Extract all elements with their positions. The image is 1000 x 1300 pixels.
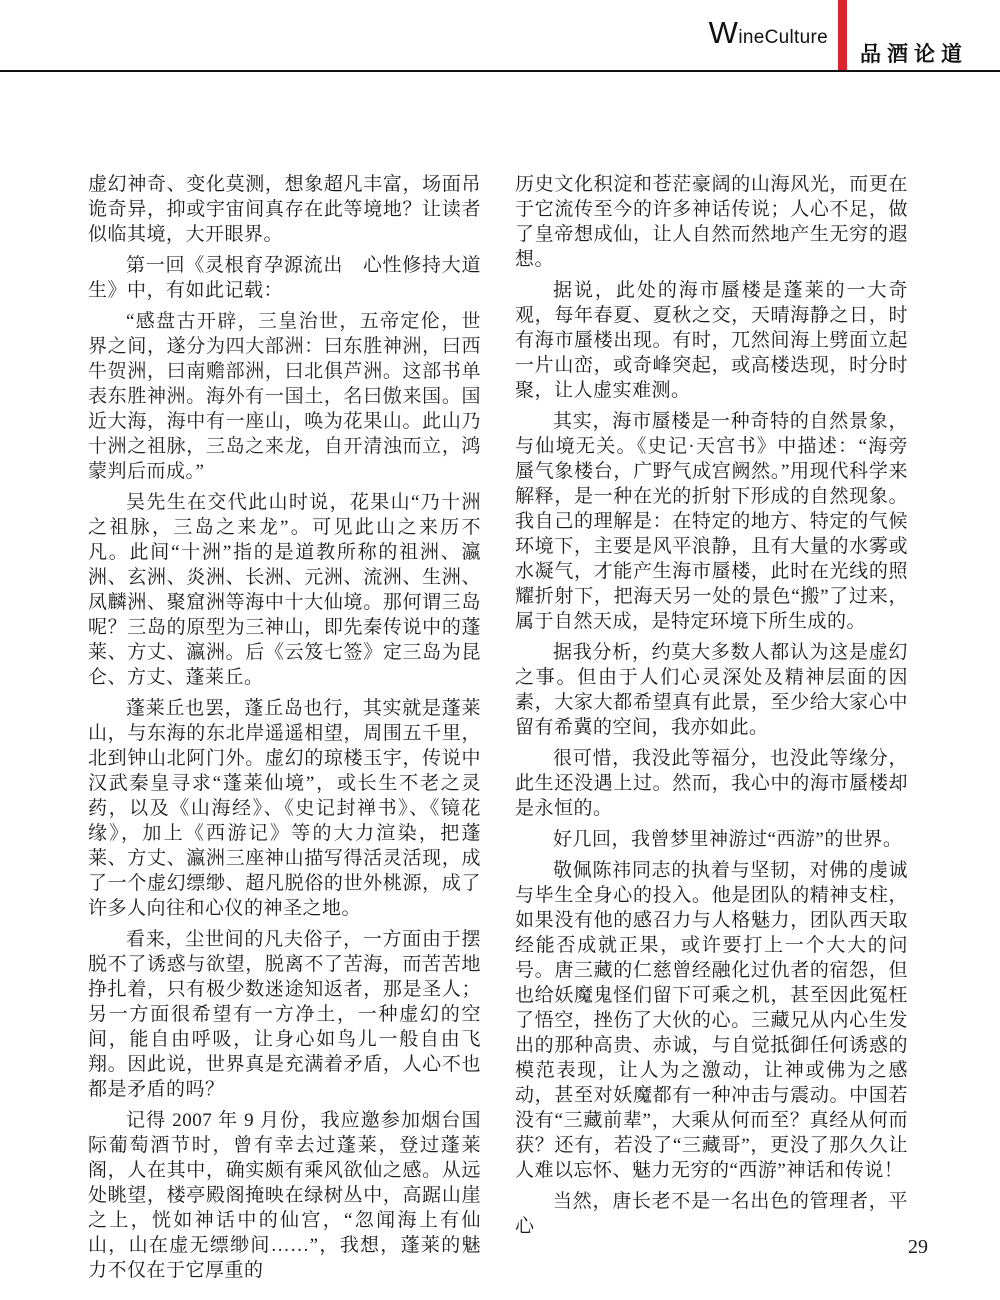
paragraph: 很可惜，我没此等福分，也没此等缘分，此生还没遇上过。然而，我心中的海市蜃楼却是永恒的。: [515, 748, 908, 819]
paragraph: 其实，海市蜃楼是一种奇特的自然景象，与仙境无关。《史记·天宫书》中描述：“海旁蜃气象楼台，广野气成宫阙然。”用现代科学来解释，是一种在光的折射下形成的自然现象。我自己的理解是：在特定的地方、特定的气候环境下，主要是风平浪静，且有大量的水雾或水凝气，才能产生海市蜃楼，此时在光线的照耀折射下，把海天另一处的景色“搬”了过来，属于自然天成，是特定环境下所生成的。: [515, 411, 908, 632]
magazine-brand: [709, 0, 828, 66]
brand-rest: ineCulture: [738, 27, 828, 48]
paragraph: “感盘古开辟，三皇治世，五帝定伦，世界之间，遂分为四大部洲：曰东胜神洲，曰西牛贺洲，曰南赡部洲，曰北俱芦洲。这部书单表东胜神洲。海外有一国土，名曰傲来国。国近大海，海中有一座山，唤为花果山。此山乃十洲之祖脉，三岛之来龙，自开清浊而立，鸿蒙判后而成。”: [88, 311, 481, 482]
paragraph: 当然，唐长老不是一名出色的管理者，平心: [515, 1191, 908, 1237]
section-title: 品酒论道: [860, 43, 968, 66]
paragraph: 历史文化积淀和苍茫豪阔的山海风光，而更在于它流传至今的许多神话传说；人心不足，做了皇帝想成仙，让人自然而然地产生无穷的遐想。: [515, 174, 908, 270]
text-column-left: [88, 172, 481, 1289]
paragraph: 吴先生在交代此山时说，花果山“乃十洲之祖脉，三岛之来龙”。可见此山之来历不凡。此间“十洲”指的是道教所称的祖洲、瀛洲、玄洲、炎洲、长洲、元洲、流洲、生洲、凤麟洲、聚窟洲等海中十大仙境。那何谓三岛呢？三岛的原型为三神山，即先秦传说中的蓬莱、方丈、瀛洲。后《云笈七签》定三岛为昆仑、方丈、蓬莱丘。: [88, 492, 481, 688]
paragraph: 据说，此处的海市蜃楼是蓬莱的一大奇观，每年春夏、夏秋之交，天晴海静之日，时有海市蜃楼出现。有时，兀然间海上劈面立起一片山峦，或奇峰突起，或高楼迭现，时分时聚，让人虚实难测。: [515, 280, 908, 401]
paragraph: 蓬莱丘也罢，蓬丘岛也行，其实就是蓬莱山，与东海的东北岸遥遥相望，周围五千里，北到钟山北阿门外。虚幻的琼楼玉宇，传说中汉武秦皇寻求“蓬莱仙境”，或长生不老之灵药，以及《山海经》、《史记封禅书》、《镜花缘》，加上《西游记》等的大力渲染，把蓬莱、方丈、瀛洲三座神山描写得活灵活现，成了一个虚幻缥缈、超凡脱俗的世外桃源，成了许多人向往和心仪的神圣之地。: [88, 698, 481, 919]
paragraph: 虚幻神奇、变化莫测，想象超凡丰富，场面吊诡奇异，抑或宇宙间真存在此等境地？让读者似临其境，大开眼界。: [88, 174, 481, 245]
paragraph: 据我分析，约莫大多数人都认为这是虚幻之事。但由于人们心灵深处及精神层面的因素，大家大都希望真有此景，至少给大家心中留有希冀的空间，我亦如此。: [515, 642, 908, 738]
paragraph: 记得 2007 年 9 月份，我应邀参加烟台国际葡萄酒节时，曾有幸去过蓬莱，登过蓬莱阁，人在其中，确实颇有乘风欲仙之感。从远处眺望，楼亭殿阁掩映在绿树丛中，高踞山崖之上，恍如神话中的仙宫，“忽闻海上有仙山，山在虚无缥缈间……”，我想，蓬莱的魅力不仅在于它厚重的: [88, 1110, 481, 1281]
header-accent-bar: [838, 0, 847, 72]
paragraph: 好几回，我曾梦里神游过“西游”的世界。: [553, 829, 903, 850]
brand-initial: W: [708, 15, 739, 50]
paragraph: 第一回《灵根育孕源流出 心性修持大道生》中，有如此记载：: [88, 255, 481, 301]
paragraph: 看来，尘世间的凡夫俗子，一方面由于摆脱不了诱惑与欲望，脱离不了苦海，而苦苦地挣扎着，只有极少数迷途知返者，那是圣人；另一方面很希望有一方净土，一种虚幻的空间，能自由呼吸，让身心如鸟儿一般自由飞翔。因此说，世界真是充满着矛盾，人心不也都是矛盾的吗？: [88, 929, 481, 1100]
paragraph: 敬佩陈祎同志的执着与坚韧，对佛的虔诚与毕生全身心的投入。他是团队的精神支柱，如果没有他的感召力与人格魅力，团队西天取经能否成就正果，或许要打上一个大大的问号。唐三藏的仁慈曾经融化过仇者的宿怨，但也给妖魔鬼怪们留下可乘之机，甚至因此冤枉了悟空，挫伤了大伙的心。三藏兄从内心生发出的那种高贵、赤诚，与自觉抵御任何诱惑的模范表现，让人为之激动，让神或佛为之感动，甚至对妖魔都有一种冲击与震动。中国若没有“三藏前辈”，大乘从何而至？真经从何而获？还有，若没了“三藏哥”，更没了那久久让人难以忘怀、魅力无穷的“西游”神话和传说！: [515, 860, 908, 1181]
header-rule: [0, 70, 1000, 72]
page-number: 29: [908, 1236, 928, 1258]
text-column-right: [515, 172, 908, 1245]
